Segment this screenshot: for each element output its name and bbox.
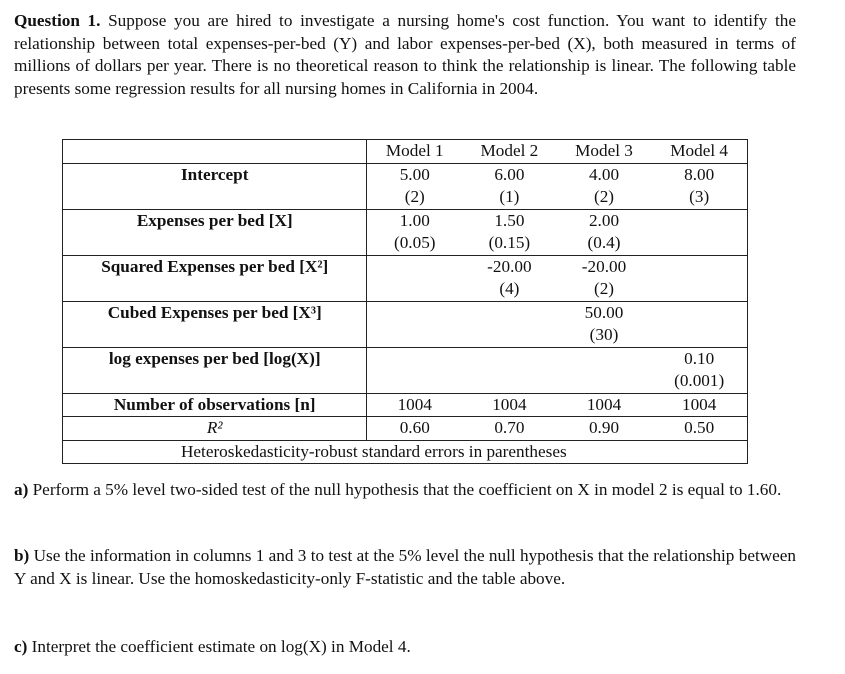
table-row — [63, 209, 748, 255]
row-label: Expenses per bed [X] — [63, 209, 367, 255]
coef-cell: 1.50 — [494, 210, 525, 230]
se-cell: (4) — [499, 279, 520, 298]
question-paragraph: Question 1. Suppose you are hired to investigate a nursing home's cost function. You want to identify the relationship between total expenses-per-bed (Y) and labor expenses-per-bed (X), both measured in terms of millions of dollars per year. There is no theoretical reason to think the relationship is linear. The following table presents some regression results for all nursing homes in California in 2004. — [14, 11, 796, 98]
se-cell — [367, 370, 462, 393]
n-cell: 1004 — [651, 393, 747, 417]
coef-cell: 4.00 — [588, 164, 620, 184]
table-row — [63, 417, 748, 441]
se-cell: (2) — [593, 279, 615, 298]
se-cell: (0.15) — [488, 233, 531, 252]
se-cell — [651, 324, 747, 347]
part-b-label: b) — [14, 546, 30, 565]
part-c-text: Interpret the coefficient estimate on log(X) in Model 4. — [31, 637, 411, 656]
coef-cell — [462, 348, 557, 371]
part-b — [14, 545, 796, 590]
r2-cell: 0.70 — [462, 417, 557, 441]
r2-cell: 0.50 — [651, 417, 747, 441]
table-row — [63, 393, 748, 417]
row-label: Cubed Expenses per bed [X³] — [63, 301, 367, 347]
header-model-2: Model 2 — [462, 140, 557, 164]
regression-table — [62, 139, 748, 464]
se-cell: (2) — [593, 187, 615, 206]
coef-cell: 8.00 — [684, 164, 715, 184]
part-b-text: Use the information in columns 1 and 3 to test at the 5% level the null hypothesis that the relationship between Y and X is linear. Use the homoskedasticity-only F-statistic and the table above. — [14, 546, 796, 588]
se-cell: (2) — [404, 187, 425, 206]
r2-cell: 0.90 — [557, 417, 652, 441]
question-text: Suppose you are hired to investigate a nursing home's cost function. You want to identify the relationship between total expenses-per-bed (Y) and labor expenses-per-bed (X), both measured in terms of millions of dollars per year. There is no theoretical reason to think the relationship is linear. The following table presents some regression results for all nursing homes in California in 2004. — [14, 11, 796, 98]
table-row — [63, 163, 748, 209]
coef-cell: 5.00 — [399, 164, 430, 184]
table-row — [63, 255, 748, 301]
coef-cell: -20.00 — [487, 256, 532, 276]
coef-cell: 6.00 — [494, 164, 525, 184]
coef-cell — [367, 348, 462, 371]
se-cell — [651, 232, 747, 255]
n-cell: 1004 — [462, 393, 557, 417]
r2-cell: 0.60 — [367, 417, 462, 441]
se-cell: (3) — [689, 187, 710, 206]
part-c — [14, 636, 796, 659]
se-cell: (0.001) — [674, 371, 725, 390]
coef-cell — [462, 302, 557, 325]
n-cell: 1004 — [367, 393, 462, 417]
r2-label: R² — [63, 417, 367, 441]
part-a-label: a) — [14, 480, 29, 499]
coef-cell — [651, 210, 747, 233]
row-label: log expenses per bed [log(X)] — [63, 347, 367, 393]
se-cell — [367, 278, 462, 301]
part-c-label: c) — [14, 637, 28, 656]
coef-cell: 50.00 — [584, 302, 624, 322]
header-model-1: Model 1 — [367, 140, 462, 164]
part-a-text: Perform a 5% level two-sided test of the null hypothesis that the coefficient on X in model 2 is equal to 1.60. — [32, 480, 782, 499]
row-label: Intercept — [63, 163, 367, 209]
coef-cell — [651, 256, 747, 279]
coef-cell — [367, 302, 462, 325]
coef-cell — [557, 348, 652, 371]
se-cell — [651, 278, 747, 301]
se-cell: (30) — [589, 325, 619, 344]
coef-cell: -20.00 — [581, 256, 627, 276]
header-model-3: Model 3 — [557, 140, 652, 164]
coef-cell — [367, 256, 462, 279]
se-cell: (1) — [499, 187, 520, 206]
coef-cell: 2.00 — [588, 210, 620, 230]
question-label: Question 1 — [14, 11, 97, 30]
part-a — [14, 479, 796, 502]
se-cell — [462, 324, 557, 347]
table-row — [63, 301, 748, 347]
header-model-4: Model 4 — [651, 140, 747, 164]
se-cell — [367, 324, 462, 347]
se-cell — [557, 370, 652, 393]
n-cell: 1004 — [557, 393, 652, 417]
coef-cell: 0.10 — [684, 348, 715, 368]
se-cell: (0.4) — [587, 233, 621, 252]
se-cell: (0.05) — [393, 233, 436, 252]
table-footnote: Heteroskedasticity-robust standard errors in parentheses — [63, 440, 748, 464]
coef-cell — [651, 302, 747, 325]
row-label: Squared Expenses per bed [X²] — [63, 255, 367, 301]
n-label: Number of observations [n] — [63, 393, 367, 417]
coef-cell: 1.00 — [399, 210, 430, 230]
se-cell — [462, 370, 557, 393]
table-row — [63, 347, 748, 393]
